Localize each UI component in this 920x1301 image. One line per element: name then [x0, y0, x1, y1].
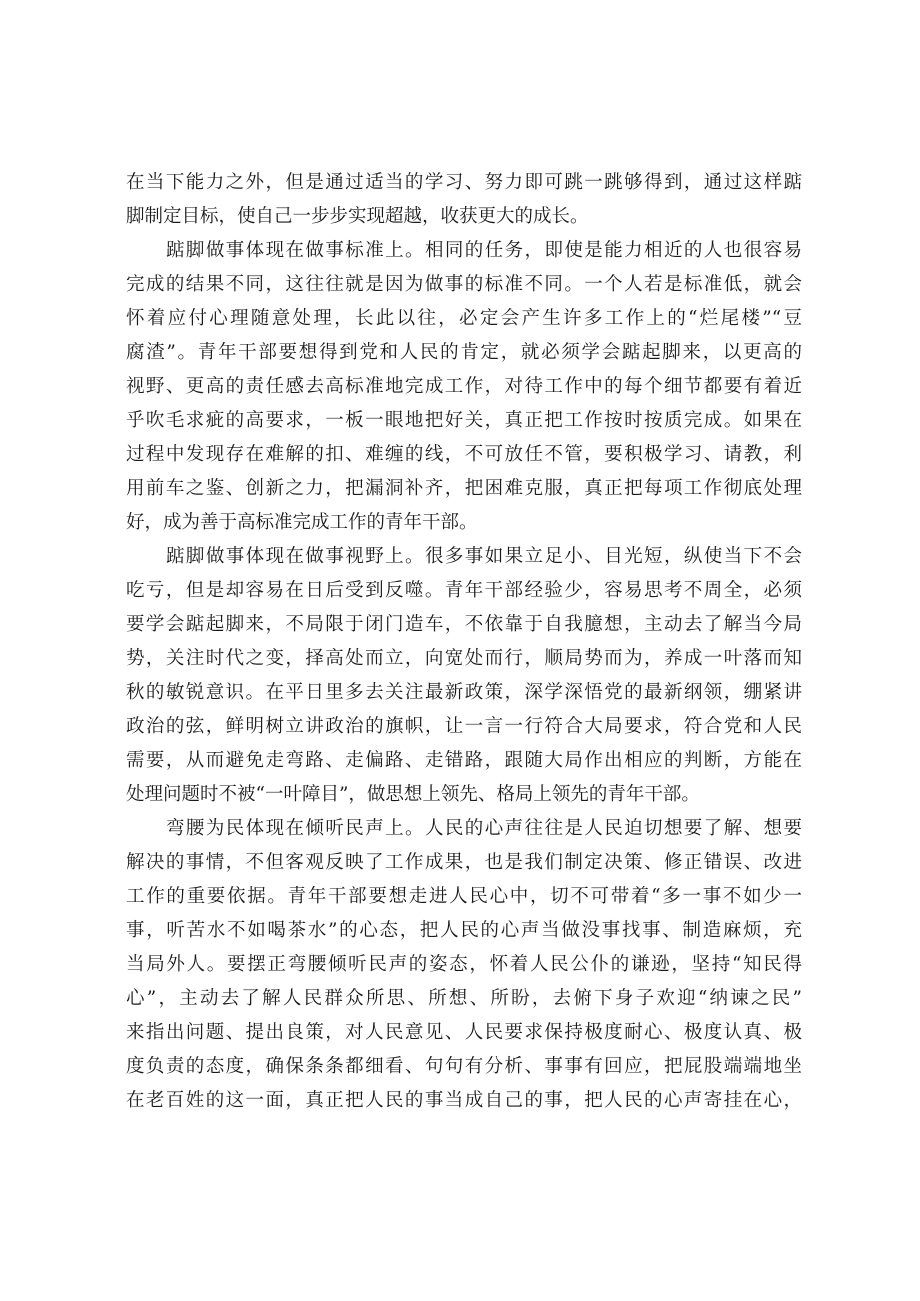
text-line: 秋的敏锐意识。在平日里多去关注最新政策，深学深悟党的最新纲领，绷紧讲: [126, 682, 802, 703]
text-line: 好，成为善于高标准完成工作的青年干部。: [126, 512, 478, 533]
text-line: 过程中发现存在难解的扣、难缠的线，不可放任不管，要积极学习、请教，利: [126, 444, 802, 465]
text-line: 处理问题时不被“一叶障目”，做思想上领先、格局上领先的青年干部。: [126, 784, 700, 805]
text-line: 踮脚做事体现在做事标准上。相同的任务，即使是能力相近的人也很容易: [166, 240, 802, 261]
text-line: 在当下能力之外，但是通过适当的学习、努力即可跳一跳够得到，通过这样踮: [126, 172, 802, 193]
text-line: 腐渣”。青年干部要想得到党和人民的肯定，就必须学会踮起脚来，以更高的: [126, 342, 802, 363]
text-line: 势，关注时代之变，择高处而立，向宽处而行，顺局势而为，养成一叶落而知: [126, 648, 802, 669]
text-line: 用前车之鉴、创新之力，把漏洞补齐，把困难克服，真正把每项工作彻底处理: [126, 478, 802, 499]
text-line: 来指出问题、提出良策，对人民意见、人民要求保持极度耐心、极度认真、极: [126, 1022, 802, 1043]
text-line: 解决的事情，不但客观反映了工作成果，也是我们制定决策、修正错误、改进: [126, 852, 802, 873]
text-line: 完成的结果不同，这往往就是因为做事的标准不同。一个人若是标准低，就会: [126, 274, 802, 295]
text-line: 要学会踮起脚来，不局限于闭门造车，不依靠于自我臆想，主动去了解当今局: [126, 614, 802, 635]
paragraph-work-standard: [126, 234, 802, 540]
text-line: 当局外人。要摆正弯腰倾听民声的姿态，怀着人民公仆的谦逊，坚持“知民得: [126, 954, 802, 975]
text-line: 踮脚做事体现在做事视野上。很多事如果立足小、目光短，纵使当下不会: [166, 546, 802, 567]
text-line: 脚制定目标，使自己一步步实现超越，收获更大的成长。: [126, 206, 589, 227]
paragraph-continued: [126, 166, 802, 234]
text-line: 吃亏，但是却容易在日后受到反噬。青年干部经验少，容易思考不周全，必须: [126, 580, 802, 601]
text-line: 心”，主动去了解人民群众所思、所想、所盼，去俯下身子欢迎“纳谏之民”: [126, 988, 802, 1009]
text-line: 弯腰为民体现在倾听民声上。人民的心声往往是人民迫切想要了解、想要: [166, 818, 802, 839]
text-line: 需要，从而避免走弯路、走偏路、走错路，跟随大局作出相应的判断，方能在: [126, 750, 802, 771]
paragraph-listen-to-people: [126, 812, 802, 1118]
text-line: 在老百姓的这一面，真正把人民的事当成自己的事，把人民的心声寄挂在心，: [126, 1090, 802, 1111]
text-line: 视野、更高的责任感去高标准地完成工作，对待工作中的每个细节都要有着近: [126, 376, 802, 397]
text-line: 度负责的态度，确保条条都细看、句句有分析、事事有回应，把屁股端端地坐: [126, 1056, 802, 1077]
document-body: [126, 166, 802, 1118]
text-line: 工作的重要依据。青年干部要想走进人民心中，切不可带着“多一事不如少一: [126, 886, 802, 907]
text-line: 政治的弦，鲜明树立讲政治的旗帜，让一言一行符合大局要求，符合党和人民: [126, 716, 802, 737]
text-line: 怀着应付心理随意处理，长此以往，必定会产生许多工作上的“烂尾楼”“豆: [126, 308, 802, 329]
paragraph-work-vision: [126, 540, 802, 812]
text-line: 事，听苦水不如喝茶水”的心态，把人民的心声当做没事找事、制造麻烦，充: [126, 920, 802, 941]
text-line: 乎吹毛求疵的高要求，一板一眼地把好关，真正把工作按时按质完成。如果在: [126, 410, 802, 431]
